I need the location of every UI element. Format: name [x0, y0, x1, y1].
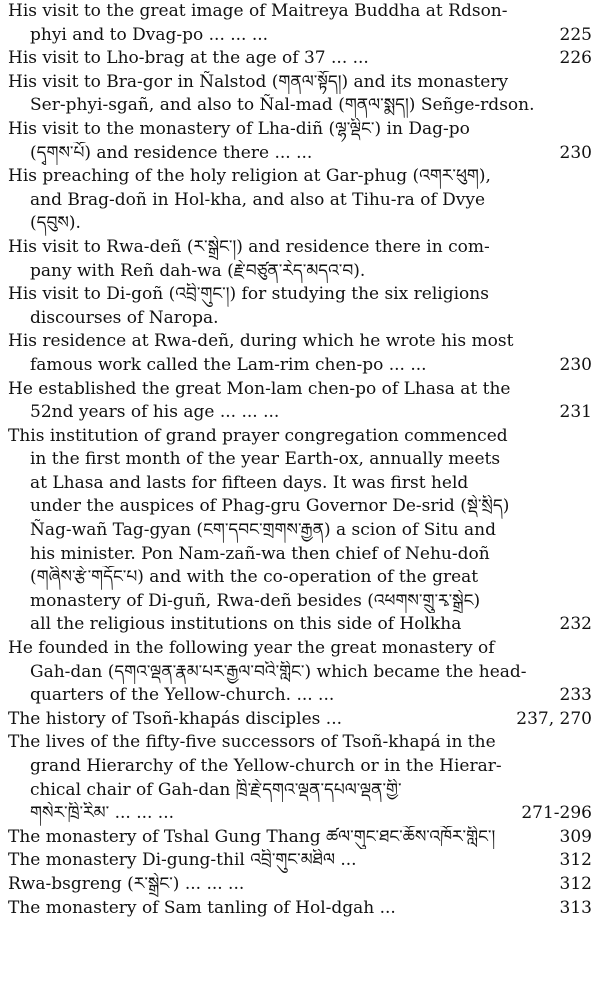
index-entry: [8, 849, 592, 873]
page-number: 233: [554, 684, 592, 708]
index-entry: [8, 826, 592, 850]
entry-line: The monastery of Sam tanling of Hol-dgah ...: [8, 897, 396, 918]
entry-line: His preaching of the holy religion at Gar-phug (འགར་ཕུག),: [8, 166, 491, 187]
page-number: 231: [554, 401, 592, 425]
page-number: 225: [554, 24, 592, 48]
entry-line: His visit to the monastery of Lha-diñ (ལྷ་ལྡིང་) in Dag-po: [8, 118, 470, 139]
index-entry: [8, 708, 592, 732]
entry-line: Ñag-wañ Tag-gyan (ངག་དབང་གྲགས་རྒྱན) a scion of Situ and: [30, 520, 496, 541]
entry-line: He founded in the following year the great monastery of: [8, 638, 495, 659]
entry-line: (གཞིས་རྩེ་གདོང་པ) and with the co-operation of the great: [30, 567, 479, 588]
entry-line: The monastery Di-gung-thil འབྲི་གུང་མཐིལ ...: [8, 850, 357, 871]
index-entry: [8, 47, 592, 71]
entry-line: phyi and to Dvag-po ... ... ...: [30, 24, 269, 45]
page-number: 230: [554, 142, 592, 166]
page-number: 271-296: [515, 802, 592, 826]
index-entry: [8, 165, 592, 236]
entry-line: (དྭགས་པོ) and residence there ... ...: [30, 142, 313, 163]
entry-line: The lives of the fifty-five successors of Tsoñ-khapá in the: [8, 732, 496, 753]
entry-line: His visit to Rwa-deñ (ར་སྒྲེང་།) and residence there in com-: [8, 236, 490, 257]
page-number: 313: [554, 897, 592, 921]
index-entry: [8, 236, 592, 283]
page-number: 312: [554, 849, 592, 873]
entry-line: and Brag-doñ in Hol-kha, and also at Tihu-ra of Dvye: [30, 189, 486, 210]
entry-line: His visit to Lho-brag at the age of 37 ... ...: [8, 48, 369, 69]
entry-line: in the first month of the year Earth-ox, annually meets: [30, 449, 501, 470]
page-number: 309: [554, 826, 592, 850]
entry-line: quarters of the Yellow-church. ... ...: [30, 685, 335, 706]
entry-line: under the auspices of Phag-gru Governor De-srid (སྡེ་སྲིད): [30, 496, 510, 517]
entry-line: his minister. Pon Nam-zañ-wa then chief of Nehu-doñ: [30, 543, 490, 564]
entry-line: famous work called the Lam-rim chen-po ... ...: [30, 354, 427, 375]
entry-line: Gah-dan (དགའ་ལྡན་རྣམ་པར་རྒྱལ་བའི་གླིང་) which became the head-: [30, 661, 527, 682]
entry-line: at Lhasa and lasts for fifteen days. It was first held: [30, 472, 469, 493]
index-entry: [8, 637, 592, 708]
entry-line: His visit to Di-goñ (འབྲི་གུང་།) for studying the six religions: [8, 284, 489, 305]
index-entry: [8, 425, 592, 637]
entry-line: (དབུས).: [30, 213, 81, 234]
entry-line: The history of Tsoñ-khapás disciples ...: [8, 708, 342, 729]
entry-line: Ser-phyi-sgañ, and also to Ñal-mad (གནལ་སྨད།) Señge-rdson.: [30, 95, 535, 116]
index-entry: [8, 118, 592, 165]
page-number: 312: [554, 873, 592, 897]
entry-line: This institution of grand prayer congregation commenced: [8, 425, 508, 446]
entry-line: The monastery of Tshal Gung Thang ཚལ་གུང་ཐང་ཆོས་འཁོར་གླིང་།: [8, 826, 496, 847]
entry-line: His visit to the great image of Maitreya Buddha at Rdson-: [8, 1, 508, 21]
entry-line: pany with Reñ dah-wa (རྗེ་བཙུན་རེད་མདའ་བ).: [30, 260, 366, 281]
entry-line: His residence at Rwa-deñ, during which he wrote his most: [8, 331, 514, 352]
page-number: 226: [554, 47, 592, 71]
entry-line: monastery of Di-guñ, Rwa-deñ besides (འཕགས་གྲུ་རྭ་སྒྲེང): [30, 590, 481, 611]
entry-line: discourses of Naropa.: [30, 307, 219, 328]
entry-line: His visit to Bra-gor in Ñalstod (གནལ་སྟོད།) and its monastery: [8, 71, 509, 92]
index-entry: [8, 0, 592, 47]
index-entry: [8, 330, 592, 377]
entry-line: He established the great Mon-lam chen-po of Lhasa at the: [8, 378, 511, 399]
index-entry: [8, 731, 592, 825]
index-entry: [8, 897, 592, 921]
index-entry: [8, 378, 592, 425]
entry-line: གསེར་ཁྲི་རིམ་ ... ... ...: [30, 803, 175, 824]
page-number: 230: [554, 354, 592, 378]
index-entry: [8, 873, 592, 897]
entry-line: 52nd years of his age ... ... ...: [30, 402, 280, 423]
entry-line: Rwa-bsgreng (ར་སྒྲེང་) ... ... ...: [8, 873, 245, 894]
page-number: 232: [554, 613, 592, 637]
entry-line: all the religious institutions on this side of Holkha: [30, 614, 462, 635]
index-entry: [8, 283, 592, 330]
page-number: 237, 270: [510, 708, 592, 732]
index-entry: [8, 71, 592, 118]
entry-line: grand Hierarchy of the Yellow-church or in the Hierar-: [30, 756, 502, 776]
entry-line: chical chair of Gah-dan ཁྲི་རྗེ་དགའ་ལྡན་དཔལ་ལྡན་གྱི་: [30, 779, 402, 800]
